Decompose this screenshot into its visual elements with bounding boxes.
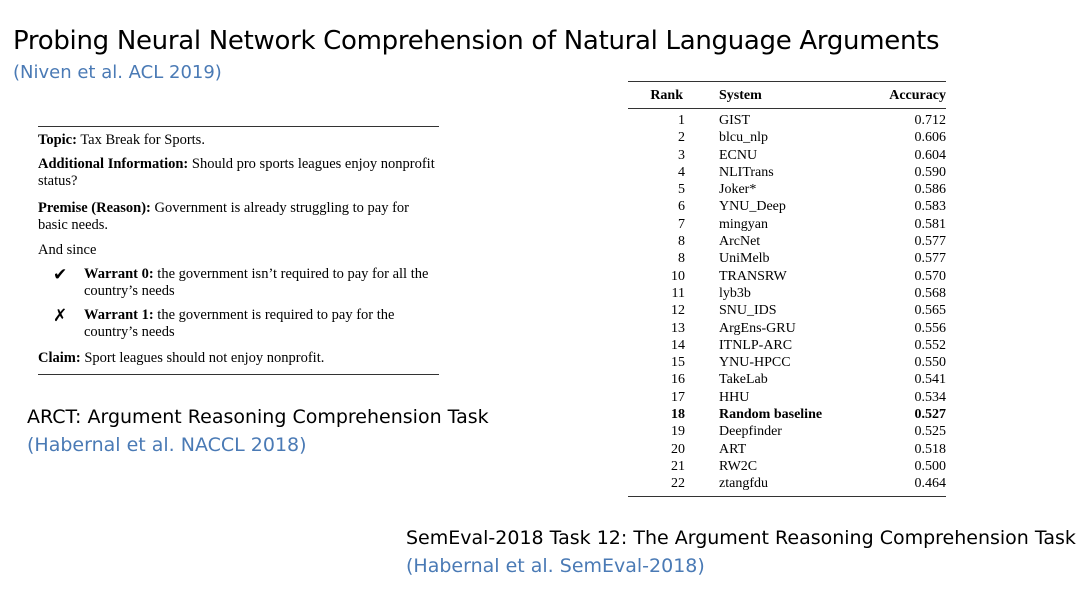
table-top-rule (628, 81, 946, 82)
rank-cell: 22 (671, 476, 685, 492)
accuracy-cell: 0.577 (914, 251, 946, 267)
cross-icon: ✗ (53, 306, 68, 325)
system-cell: GIST (719, 113, 751, 128)
rank-cell: 4 (678, 164, 685, 180)
system-cell: SNU_IDS (719, 303, 777, 319)
system-cell: ztangfdu (719, 476, 768, 492)
ranking-table (628, 81, 946, 497)
rank-cell: 14 (671, 337, 685, 353)
info-label: Additional Information: (38, 156, 189, 172)
accuracy-cell: 0.464 (914, 476, 946, 492)
rank-cell: 19 (671, 424, 685, 440)
accuracy-cell: 0.577 (914, 234, 946, 250)
table-header-rule (628, 108, 946, 109)
table-row (628, 164, 946, 181)
accuracy-cell: 0.568 (914, 285, 946, 301)
example-topic (38, 132, 439, 149)
rank-cell: 16 (671, 372, 685, 388)
rank-cell: 2 (678, 130, 685, 146)
rank-cell: 5 (678, 182, 685, 198)
example-claim (38, 350, 439, 367)
checkmark-icon: ✔ (53, 265, 68, 284)
table-row (628, 441, 946, 458)
table-row (628, 250, 946, 267)
accuracy-cell: 0.570 (914, 268, 946, 284)
accuracy-cell: 0.525 (914, 424, 946, 440)
premise-label: Premise (Reason): (38, 200, 151, 216)
system-cell: mingyan (719, 216, 768, 232)
system-cell: blcu_nlp (719, 130, 768, 146)
table-row (628, 371, 946, 388)
accuracy-cell: 0.541 (914, 372, 946, 388)
system-cell: HHU (719, 389, 750, 405)
table-row (628, 475, 946, 492)
table-row (628, 389, 946, 406)
table-row (628, 320, 946, 337)
system-cell: YNU_Deep (719, 199, 786, 215)
system-cell: NLITrans (719, 164, 774, 180)
rank-cell: 11 (671, 285, 685, 301)
table-row (628, 423, 946, 440)
system-cell: Deepfinder (719, 424, 782, 440)
system-cell: UniMelb (719, 251, 770, 267)
accuracy-cell: 0.550 (914, 355, 946, 371)
table-row (628, 181, 946, 198)
arct-example-box (38, 126, 439, 375)
rank-cell: 20 (671, 441, 685, 457)
header-accuracy: Accuracy (889, 88, 946, 103)
rank-cell: 17 (671, 389, 685, 405)
rank-cell: 1 (678, 113, 685, 128)
accuracy-cell: 0.590 (914, 164, 946, 180)
example-premise (38, 200, 439, 234)
header-rank: Rank (650, 88, 683, 103)
warrant-0-content (81, 266, 439, 300)
table-row (628, 129, 946, 146)
system-cell: TRANSRW (719, 268, 787, 284)
table-row (628, 198, 946, 215)
warrant-0-label: Warrant 0: (84, 266, 154, 282)
table-row (628, 406, 946, 423)
accuracy-cell: 0.556 (914, 320, 946, 336)
slide-title: Probing Neural Network Comprehension of Natural Language Arguments (13, 26, 940, 56)
topic-label: Topic: (38, 132, 77, 148)
rank-cell: 3 (678, 147, 685, 163)
table-row (628, 233, 946, 250)
system-cell: Random baseline (719, 407, 823, 423)
accuracy-cell: 0.586 (914, 182, 946, 198)
table-row (628, 302, 946, 319)
example-and-since: And since (38, 242, 97, 258)
accuracy-cell: 0.581 (914, 216, 946, 232)
table-row (628, 458, 946, 475)
rank-cell: 12 (671, 303, 685, 319)
system-cell: YNU-HPCC (719, 355, 791, 371)
rank-cell: 8 (678, 234, 685, 250)
accuracy-cell: 0.604 (914, 147, 946, 163)
warrant-0 (38, 266, 439, 300)
system-cell: ArgEns-GRU (719, 320, 796, 336)
system-cell: lyb3b (719, 285, 751, 301)
system-cell: ECNU (719, 147, 758, 163)
warrant-1-content (81, 307, 439, 341)
accuracy-cell: 0.583 (914, 199, 946, 215)
warrant-1-label: Warrant 1: (84, 307, 154, 323)
warrant-1 (38, 307, 439, 341)
warrant-1-text: the government is required to pay for the country’s needs (84, 307, 395, 340)
system-cell: ART (719, 441, 747, 457)
accuracy-cell: 0.552 (914, 337, 946, 353)
table-row (628, 285, 946, 302)
table-row (628, 147, 946, 164)
table-row (628, 216, 946, 233)
accuracy-cell: 0.500 (914, 458, 946, 474)
slide-subtitle-citation: (Niven et al. ACL 2019) (13, 62, 222, 83)
rank-cell: 8 (678, 251, 685, 267)
table-bottom-rule (628, 496, 946, 497)
table-row (628, 112, 946, 129)
accuracy-cell: 0.534 (914, 389, 946, 405)
topic-text: Tax Break for Sports. (76, 132, 205, 148)
rank-cell: 13 (671, 320, 685, 336)
claim-label: Claim: (38, 350, 81, 366)
info-text: Should pro sports leagues enjoy nonprofit status? (38, 156, 435, 189)
table-row (628, 268, 946, 285)
example-top-rule (38, 126, 439, 127)
system-cell: ArcNet (719, 234, 761, 250)
system-cell: RW2C (719, 458, 758, 474)
accuracy-cell: 0.518 (914, 441, 946, 457)
table-body (628, 112, 946, 493)
system-cell: TakeLab (719, 372, 768, 388)
rank-cell: 10 (671, 268, 685, 284)
arct-task-label: ARCT: Argument Reasoning Comprehension Task (27, 406, 489, 428)
warrant-0-text: the government isn’t required to pay for all the country’s needs (84, 266, 429, 299)
premise-text: Government is already struggling to pay for basic needs. (38, 200, 410, 233)
table-row (628, 337, 946, 354)
accuracy-cell: 0.565 (914, 303, 946, 319)
rank-cell: 21 (671, 458, 685, 474)
claim-text: Sport leagues should not enjoy nonprofit. (80, 350, 325, 366)
table-row (628, 354, 946, 371)
header-system: System (719, 88, 762, 103)
rank-cell: 18 (671, 407, 685, 423)
system-cell: Joker* (719, 182, 757, 198)
system-cell: ITNLP-ARC (719, 337, 793, 353)
table-header-row (628, 87, 946, 104)
example-bottom-rule (38, 374, 439, 375)
semeval-task-label: SemEval-2018 Task 12: The Argument Reasoning Comprehension Task (406, 527, 1076, 549)
arct-citation: (Habernal et al. NACCL 2018) (27, 434, 307, 456)
example-additional-info (38, 156, 439, 190)
rank-cell: 6 (678, 199, 685, 215)
rank-cell: 15 (671, 355, 685, 371)
accuracy-cell: 0.712 (914, 113, 946, 128)
semeval-citation: (Habernal et al. SemEval-2018) (406, 555, 705, 577)
accuracy-cell: 0.527 (914, 407, 946, 423)
accuracy-cell: 0.606 (914, 130, 946, 146)
rank-cell: 7 (678, 216, 685, 232)
